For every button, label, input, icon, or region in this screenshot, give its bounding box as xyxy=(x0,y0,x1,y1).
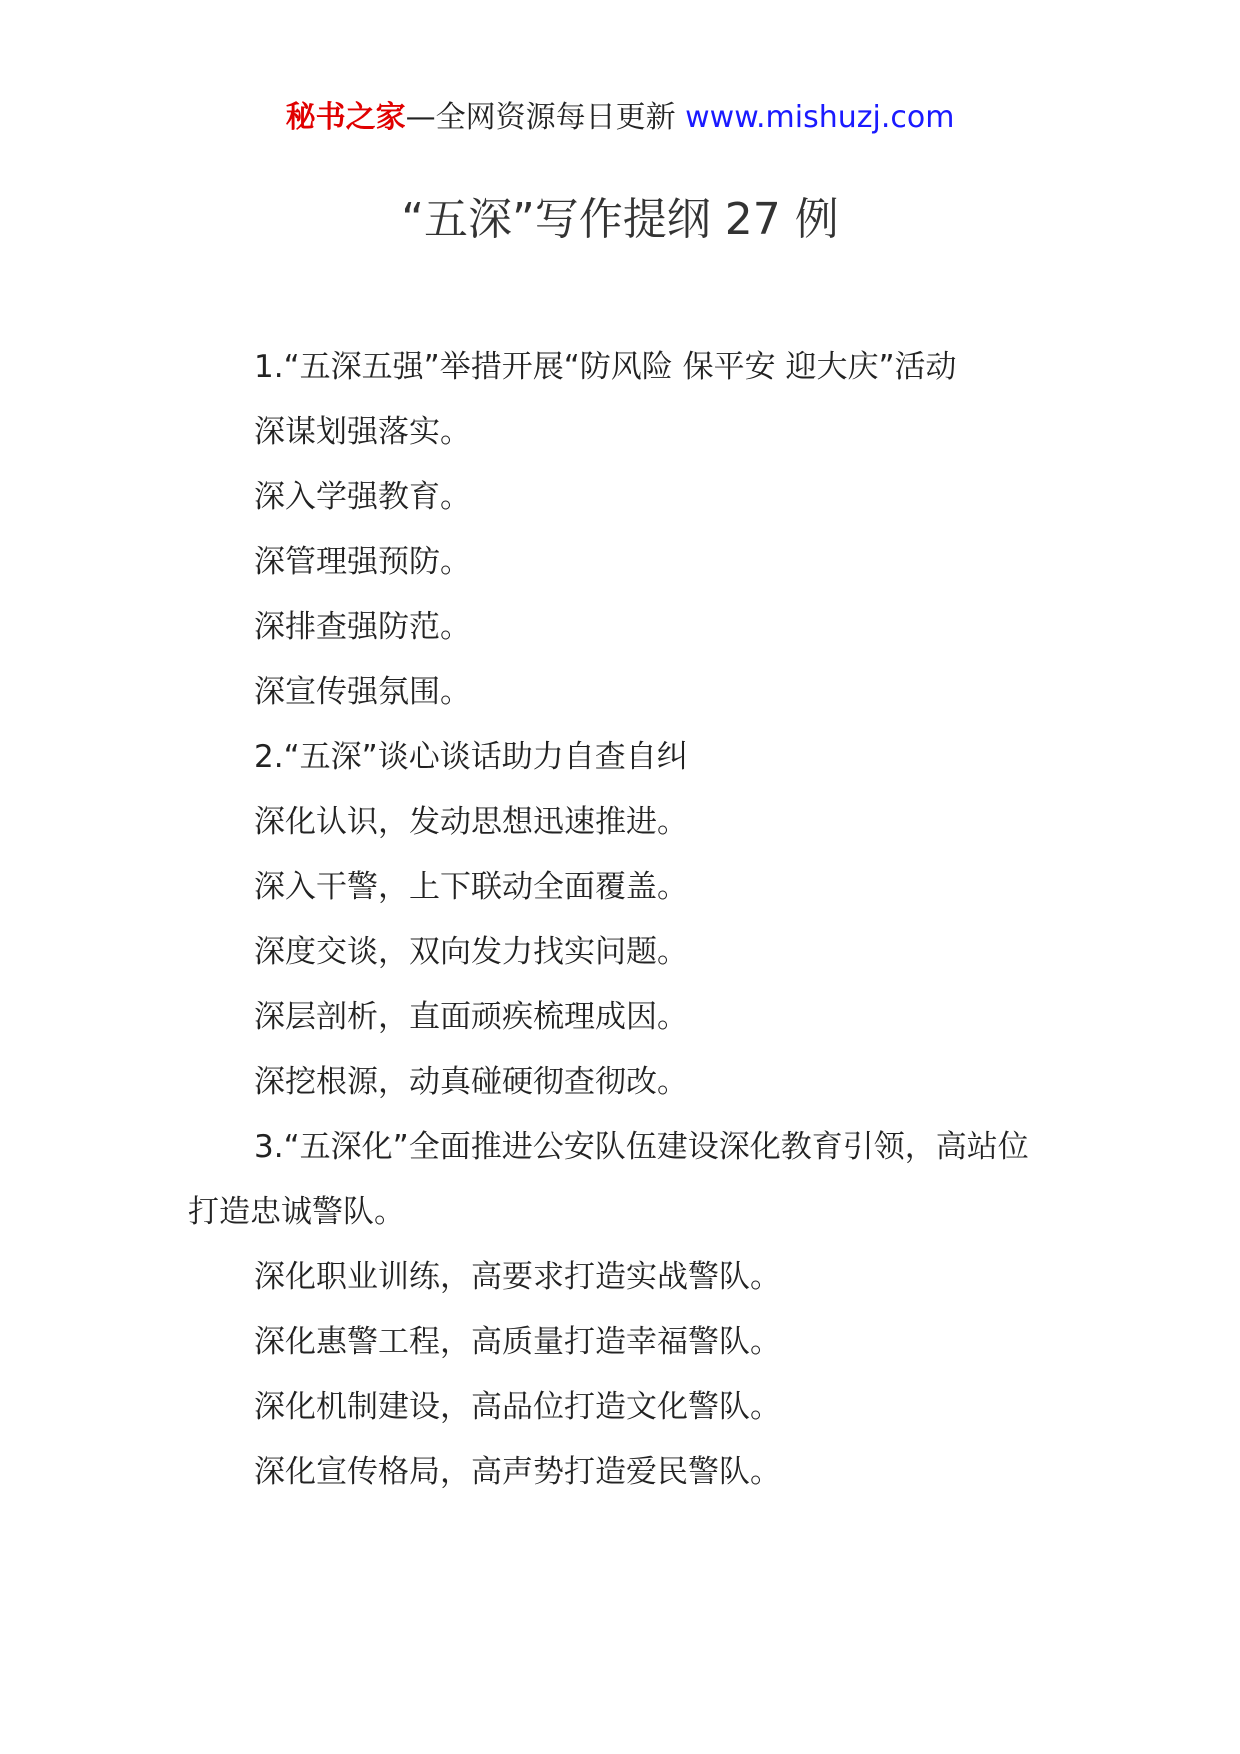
brand-name: 秘书之家 xyxy=(285,100,406,135)
header-tagline: —全网资源每日更新 xyxy=(405,100,686,135)
site-url-link[interactable]: www.mishuzj.com xyxy=(685,100,955,135)
list-item: 深入学强教育。 xyxy=(254,479,471,515)
list-item: 深化机制建设，高品位打造文化警队。 xyxy=(254,1389,781,1425)
list-item: 深挖根源，动真碰硬彻查彻改。 xyxy=(254,1064,688,1100)
list-item: 深化惠警工程，高质量打造幸福警队。 xyxy=(254,1324,781,1360)
document-title: “五深”写作提纲 27 例 xyxy=(401,194,839,245)
heading-item-3: 3.“五深化”全面推进公安队伍建设深化教育引领，高站位打造忠诚警队。 xyxy=(188,1129,1029,1230)
site-header xyxy=(0,98,1240,138)
list-item: 深度交谈，双向发力找实问题。 xyxy=(254,934,688,970)
list-item: 深化宣传格局，高声势打造爱民警队。 xyxy=(254,1454,781,1490)
heading-item-1: 1.“五深五强”举措开展“防风险 保平安 迎大庆”活动 xyxy=(254,349,957,385)
list-item: 深化职业训练，高要求打造实战警队。 xyxy=(254,1259,781,1295)
heading-item-2: 2.“五深”谈心谈话助力自查自纠 xyxy=(254,739,688,775)
list-item: 深排查强防范。 xyxy=(254,609,471,645)
list-item: 深层剖析，直面顽疾梳理成因。 xyxy=(254,999,688,1035)
list-item: 深谋划强落实。 xyxy=(254,414,471,450)
list-item: 深宣传强氛围。 xyxy=(254,674,471,710)
list-item: 深化认识，发动思想迅速推进。 xyxy=(254,804,688,840)
list-item: 深管理强预防。 xyxy=(254,544,471,580)
list-item: 深入干警，上下联动全面覆盖。 xyxy=(254,869,688,905)
document-body xyxy=(188,335,1056,1505)
